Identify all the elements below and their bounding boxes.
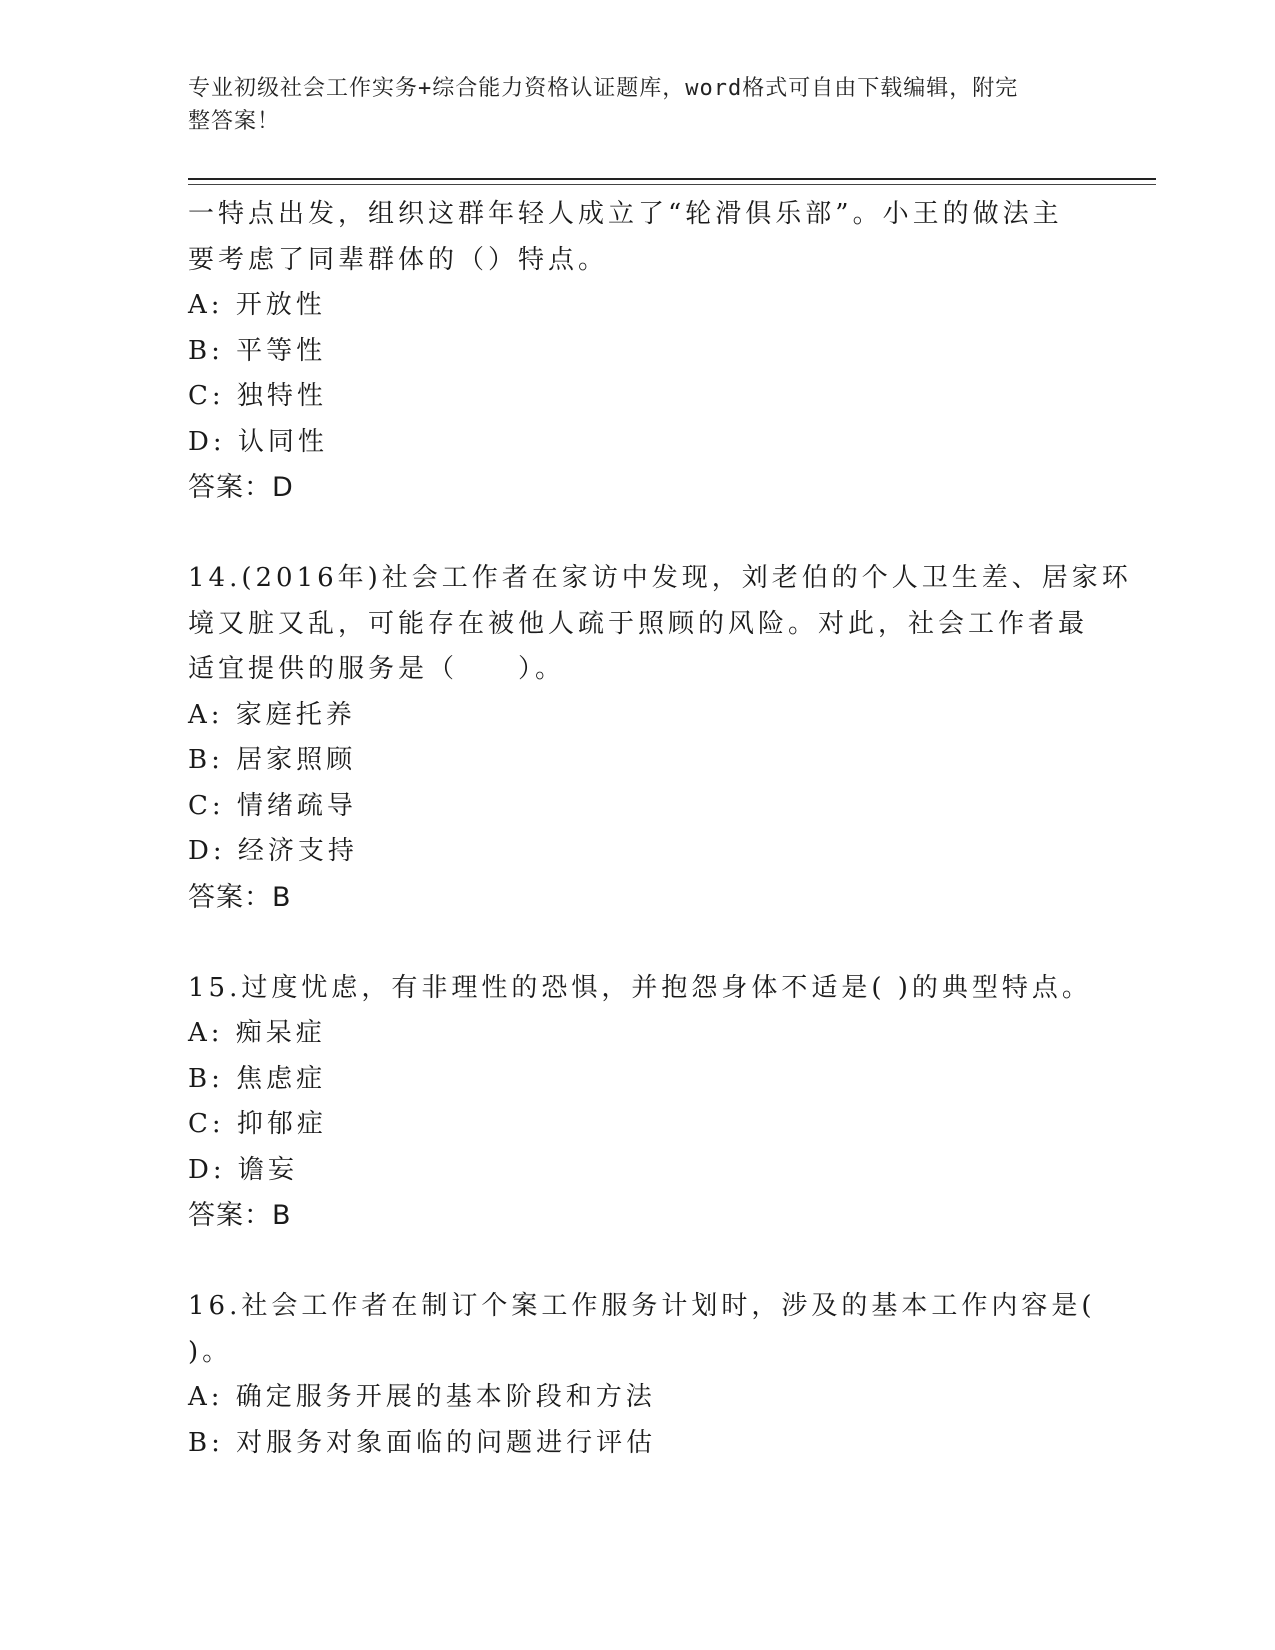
- option-d: D: 经济支持: [188, 836, 358, 866]
- question-stem: 一特点出发，组织这群年轻人成立了“轮滑俱乐部”。小王的做法主: [188, 199, 1063, 229]
- question-stem: 境又脏又乱，可能存在被他人疏于照顾的风险。对此，社会工作者最: [188, 608, 1089, 639]
- question-15: [188, 966, 1092, 1239]
- option-b: B: 平等性: [188, 335, 327, 366]
- question-stem: 适宜提供的服务是（ ）。: [188, 654, 566, 684]
- question-stem: 14.(2016年)社会工作者在家访中发现，刘老伯的个人卫生差、居家环: [188, 563, 1132, 593]
- spacer: [188, 920, 1088, 966]
- spacer: [188, 1239, 1088, 1285]
- spacer: [188, 511, 1088, 557]
- option-a: A: 开放性: [188, 290, 326, 320]
- answer-text: 答案：D: [188, 472, 294, 503]
- header-line-1: 专业初级社会工作实务+综合能力资格认证题库，word格式可自由下载编辑，附完: [188, 76, 1019, 101]
- question-stem: 要考虑了同辈群体的（）特点。: [188, 244, 609, 275]
- answer-text: 答案：B: [188, 1200, 292, 1231]
- option-c: C: 抑郁症: [188, 1109, 327, 1139]
- question-14: [188, 556, 1132, 920]
- question-16: [188, 1284, 1096, 1466]
- question-13: [188, 192, 1088, 511]
- header-divider-thick: [188, 178, 1156, 180]
- option-a: A: 家庭托养: [188, 699, 356, 730]
- option-b: B: 焦虑症: [188, 1063, 327, 1094]
- question-stem: 15.过度忧虑，有非理性的恐惧，并抱怨身体不适是( )的典型特点。: [188, 972, 1092, 1003]
- option-d: D: 认同性: [188, 426, 328, 457]
- option-c: C: 情绪疏导: [188, 790, 357, 821]
- option-b: B: 居家照顾: [188, 745, 357, 775]
- document-header: [188, 72, 1088, 138]
- answer-text: 答案：B: [188, 881, 292, 913]
- option-b: B: 对服务对象面临的问题进行评估: [188, 1427, 657, 1458]
- option-a: A: 痴呆症: [188, 1018, 326, 1048]
- header-line-2: 整答案！: [188, 109, 281, 134]
- question-stem: 16.社会工作者在制订个案工作服务计划时，涉及的基本工作内容是(: [188, 1291, 1096, 1321]
- option-c: C: 独特性: [188, 381, 327, 411]
- question-content: [188, 192, 1132, 1466]
- option-a: A: 确定服务开展的基本阶段和方法: [188, 1382, 656, 1412]
- option-d: D: 谵妄: [188, 1154, 298, 1185]
- header-divider-thin: [188, 184, 1156, 185]
- question-stem: )。: [188, 1336, 233, 1367]
